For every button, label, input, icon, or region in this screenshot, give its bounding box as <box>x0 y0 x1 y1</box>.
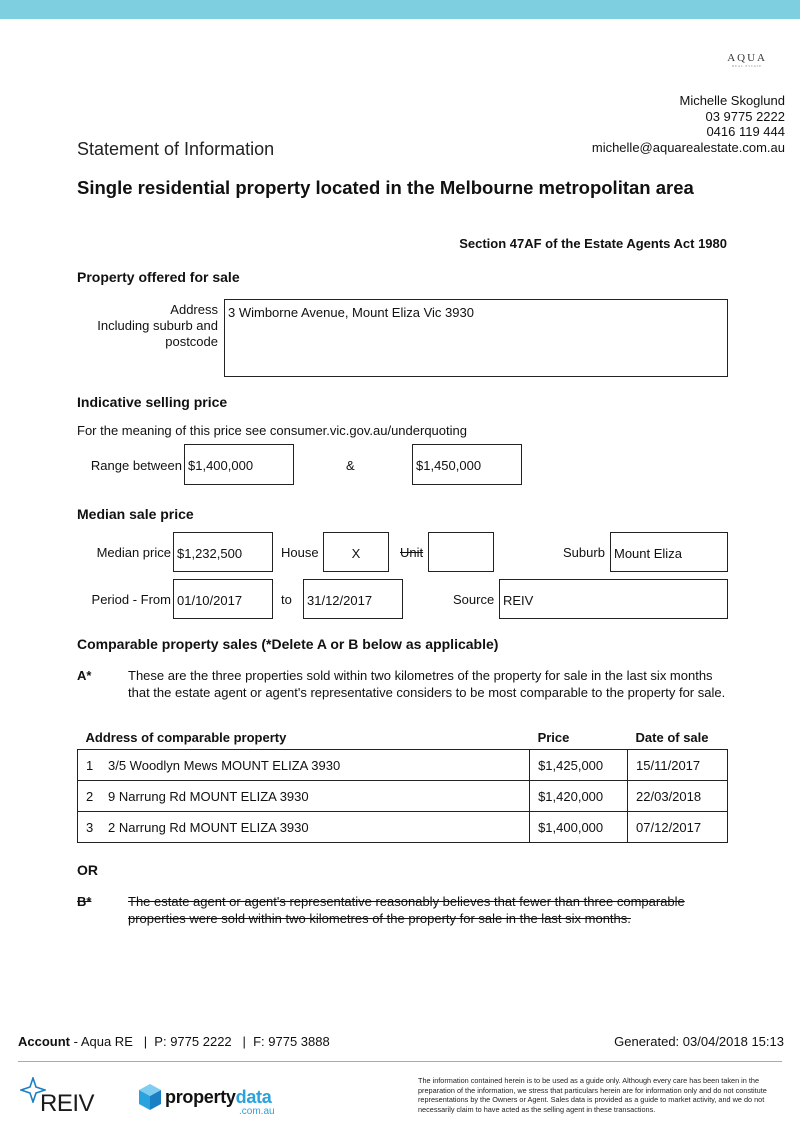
range-label: Range between <box>90 458 182 473</box>
document-heading: Single residential property located in the Melbourne metropolitan area <box>77 177 694 198</box>
period-from-label: Period - From <box>91 592 171 607</box>
account-info <box>18 1034 330 1049</box>
unit-label: Unit <box>400 545 424 560</box>
agent-phone-mobile: 0416 119 444 <box>706 124 785 139</box>
pd-logo-data: data <box>235 1087 272 1107</box>
row-number: 2 <box>86 788 94 804</box>
row-number: 1 <box>86 757 94 773</box>
agent-email[interactable]: michelle@aquarealestate.com.au <box>591 139 785 155</box>
legal-section: Section 47AF of the Estate Agents Act 1980 <box>459 236 727 251</box>
period-to-field[interactable]: 31/12/2017 <box>303 579 403 619</box>
row-address: 3/5 Woodlyn Mews MOUNT ELIZA 3930 <box>108 757 341 773</box>
indicative-section-title: Indicative selling price <box>77 394 228 410</box>
comparable-section-title: Comparable property sales (*Delete A or B below as applicable) <box>77 636 499 652</box>
price-range-high-field[interactable]: $1,450,000 <box>412 444 522 485</box>
median-price-field[interactable]: $1,232,500 <box>173 532 273 572</box>
suburb-field[interactable]: Mount Eliza <box>610 532 728 572</box>
agent-phone-office: 03 9775 2222 <box>705 108 785 124</box>
agent-contact <box>592 93 785 155</box>
comparable-price-cell: $1,420,000 <box>530 781 628 812</box>
or-separator: OR <box>77 862 98 878</box>
table-row <box>78 812 728 843</box>
underquoting-note: For the meaning of this price see consumer.vic.gov.au/underquoting <box>77 423 467 438</box>
aqua-logo-text: AQUA <box>727 52 767 64</box>
account-details: - Aqua RE | P: 9775 2222 | F: 9775 3888 <box>70 1034 330 1049</box>
propertydata-logo <box>137 1082 287 1118</box>
pd-logo-property: property <box>165 1087 236 1107</box>
period-from-field[interactable]: 01/10/2017 <box>173 579 273 619</box>
document-title: Statement of Information <box>77 139 275 159</box>
col-price-header: Price <box>530 726 628 750</box>
address-label <box>77 302 218 350</box>
reiv-logo-text: REIV <box>40 1090 95 1117</box>
period-to-label: to <box>281 592 292 607</box>
footer-divider <box>18 1061 782 1062</box>
comparable-price-cell: $1,425,000 <box>530 750 628 781</box>
propertydata-cube-icon <box>137 1082 163 1112</box>
property-section-title: Property offered for sale <box>77 269 240 285</box>
comparable-address-cell <box>78 781 530 812</box>
col-address-header: Address of comparable property <box>78 726 530 750</box>
range-ampersand: & <box>346 458 355 473</box>
comparable-address-cell <box>78 812 530 843</box>
comparable-price-cell: $1,400,000 <box>530 812 628 843</box>
agent-name: Michelle Skoglund <box>679 93 785 108</box>
disclaimer-text: The information contained herein is to be used as a guide only. Although every care has been taken in the preparation of the information, we stress that particulars herein are for information only and do not constitute representations by the Owners or Agent. Sales data is provided as a guide to market activity, and we do not necessarily claim to have acted as the selling agent in these transactions. <box>418 1076 767 1114</box>
suburb-label: Suburb <box>563 545 605 560</box>
median-price-label: Median price <box>96 545 171 560</box>
account-label: Account <box>18 1034 70 1049</box>
option-a-text: These are the three properties sold within two kilometres of the property for sale in the last six months that the estate agent or agent's representative considers to be most comparable to the property for sale. <box>128 668 726 700</box>
row-address: 9 Narrung Rd MOUNT ELIZA 3930 <box>108 788 309 804</box>
row-number: 3 <box>86 819 94 835</box>
pd-logo-domain: .com.au <box>239 1106 275 1117</box>
comparable-sales-table <box>77 726 728 843</box>
source-field[interactable]: REIV <box>499 579 728 619</box>
table-header-row <box>78 726 728 750</box>
house-field[interactable]: X <box>323 532 389 572</box>
option-b-marker: B* <box>77 894 92 909</box>
table-row <box>78 750 728 781</box>
comparable-date-cell: 22/03/2018 <box>628 781 728 812</box>
unit-field[interactable] <box>428 532 494 572</box>
option-a-marker: A* <box>77 668 92 683</box>
address-label-line2: Including suburb and <box>97 318 218 333</box>
address-field[interactable]: 3 Wimborne Avenue, Mount Eliza Vic 3930 <box>224 299 728 377</box>
comparable-date-cell: 07/12/2017 <box>628 812 728 843</box>
comparable-date-cell: 15/11/2017 <box>628 750 728 781</box>
address-label-line1: Address <box>170 302 218 317</box>
row-address: 2 Narrung Rd MOUNT ELIZA 3930 <box>108 819 309 835</box>
median-section-title: Median sale price <box>77 506 194 522</box>
generated-timestamp: Generated: 03/04/2018 15:13 <box>614 1034 784 1049</box>
table-row <box>78 781 728 812</box>
aqua-logo-sub: REAL ESTATE <box>732 64 763 68</box>
address-label-line3: postcode <box>165 334 218 349</box>
option-b-text: The estate agent or agent's representative reasonably believes that fewer than three comparable properties were sold within two kilometres of the property for sale in the last six months. <box>128 894 685 926</box>
price-range-low-field[interactable]: $1,400,000 <box>184 444 294 485</box>
top-color-bar <box>0 0 800 19</box>
source-label: Source <box>453 592 495 607</box>
aqua-logo <box>727 52 767 68</box>
col-date-header: Date of sale <box>628 726 728 750</box>
comparable-address-cell <box>78 750 530 781</box>
house-label: House <box>281 545 319 560</box>
